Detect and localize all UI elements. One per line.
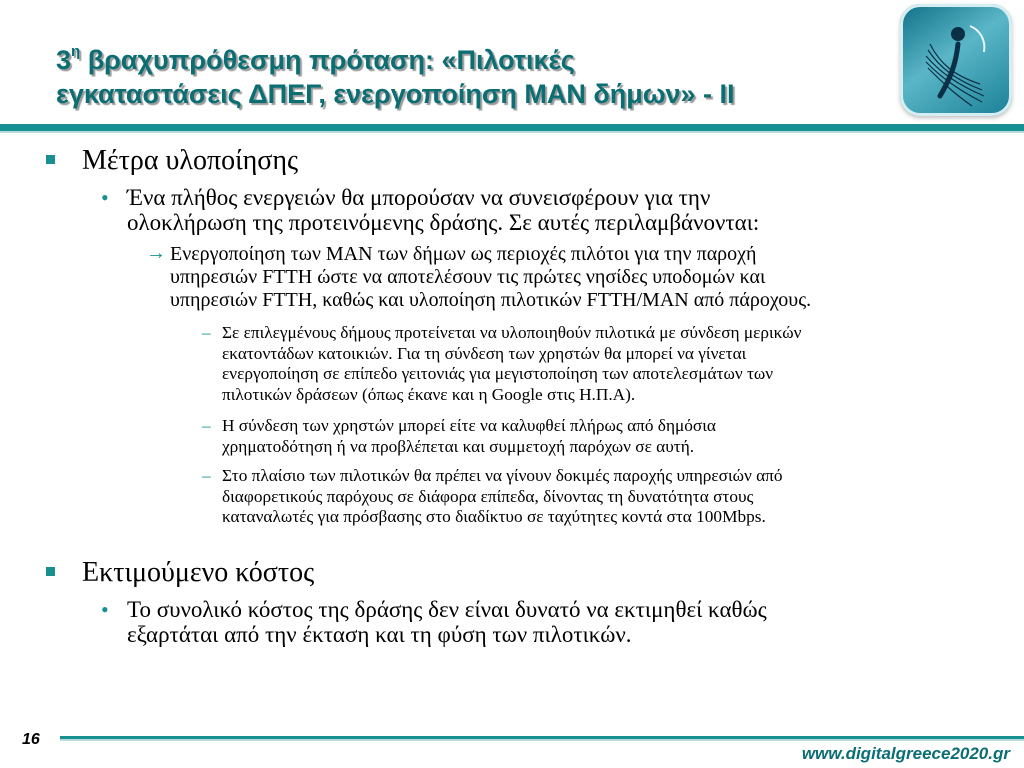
bullet-cost-line1: Το συνολικό κόστος της δράσης δεν είναι δυνατό να εκτιμηθεί καθώς (127, 597, 767, 622)
bullet-dot-icon: • (101, 597, 109, 622)
title-divider (0, 124, 1024, 131)
title-divider-shadow (0, 131, 1024, 133)
dash-bullet-icon: – (202, 323, 211, 342)
bullet-actions (101, 185, 967, 235)
bullet-man-line3: υπηρεσιών FTTH, καθώς και υλοποίηση πιλοτικών FTTH/MAN από πάροχους. (170, 289, 812, 311)
bullet-cost-line2: εξαρτάται από την έκταση και τη φύση των πιλοτικών. (127, 622, 632, 647)
section-heading-cost: Εκτιμούμενο κόστος (82, 557, 314, 589)
dash-bullet-icon: – (202, 466, 211, 485)
title-superscript: η (71, 43, 81, 60)
footer-divider-shadow (60, 739, 1024, 741)
title-line2: εγκαταστάσεις ΔΠΕΓ, ενεργοποίηση ΜΑΝ δήμων» - ΙΙ (56, 79, 735, 109)
title-number: 3 (56, 45, 72, 75)
detail-item-pilots: – Σε επιλεγμένους δήμους προτείνεται να υλοποιηθούν πιλοτικά με σύνδεση μερικών εκατοντάδων κατοικιών. Για τη σύνδεση των χρηστών θα μπορεί να γίνεται ενεργοποίηση σε επίπεδο γειτονιάς για μεγιστοποίηση των αποτελεσμάτων των πιλοτικών δράσεων (όπως έκανε και η Google στις Η.Π.Α). (202, 323, 802, 404)
digitalgreece-logo-icon (900, 4, 1012, 116)
detail-item-funding: – Η σύνδεση των χρηστών μπορεί είτε να καλυφθεί πλήρως από δημόσια χρηματοδότηση ή να προβλέπεται και συμμετοχή παρόχων σε αυτή. (202, 416, 716, 456)
square-bullet-icon (46, 567, 55, 576)
page-number: 16 (22, 731, 40, 748)
bullet-man-line1: Ενεργοποίηση των ΜΑΝ των δήμων ως περιοχές πιλότοι για την παροχή (170, 243, 757, 265)
slide-title (56, 38, 876, 111)
bullet-man-line2: υπηρεσιών FTTH ώστε να αποτελέσουν τις πρώτες νησίδες υποδομών και (170, 266, 766, 288)
bullet-dot-icon: • (101, 185, 109, 210)
bullet-man-activation (146, 242, 1000, 312)
bullet-cost (101, 597, 967, 647)
title-line1: βραχυπρόθεσμη πρόταση: «Πιλοτικές (80, 45, 575, 75)
section-heading-implementation: Μέτρα υλοποίησης (82, 145, 298, 177)
arrow-right-icon: → (146, 242, 166, 264)
dash-bullet-icon: – (202, 416, 211, 435)
bullet-actions-line1: Ένα πλήθος ενεργειών θα μπορούσαν να συνεισφέρουν για την (127, 185, 711, 210)
footer-website-link[interactable]: www.digitalgreece2020.gr (801, 744, 1010, 763)
square-bullet-icon (46, 155, 55, 164)
bullet-actions-line2: ολοκλήρωση της προτεινόμενης δράσης. Σε αυτές περιλαμβάνονται: (127, 210, 760, 235)
detail-item-testing: – Στο πλαίσιο των πιλοτικών θα πρέπει να γίνουν δοκιμές παροχής υπηρεσιών από διαφορετικούς παρόχους σε διάφορα επίπεδα, δίνοντας τη δυνατότητα στους καταναλωτές για πρόσβασης στο διαδίκτυο σε ταχύτητες κοντά στα 100Mbps. (202, 466, 783, 526)
